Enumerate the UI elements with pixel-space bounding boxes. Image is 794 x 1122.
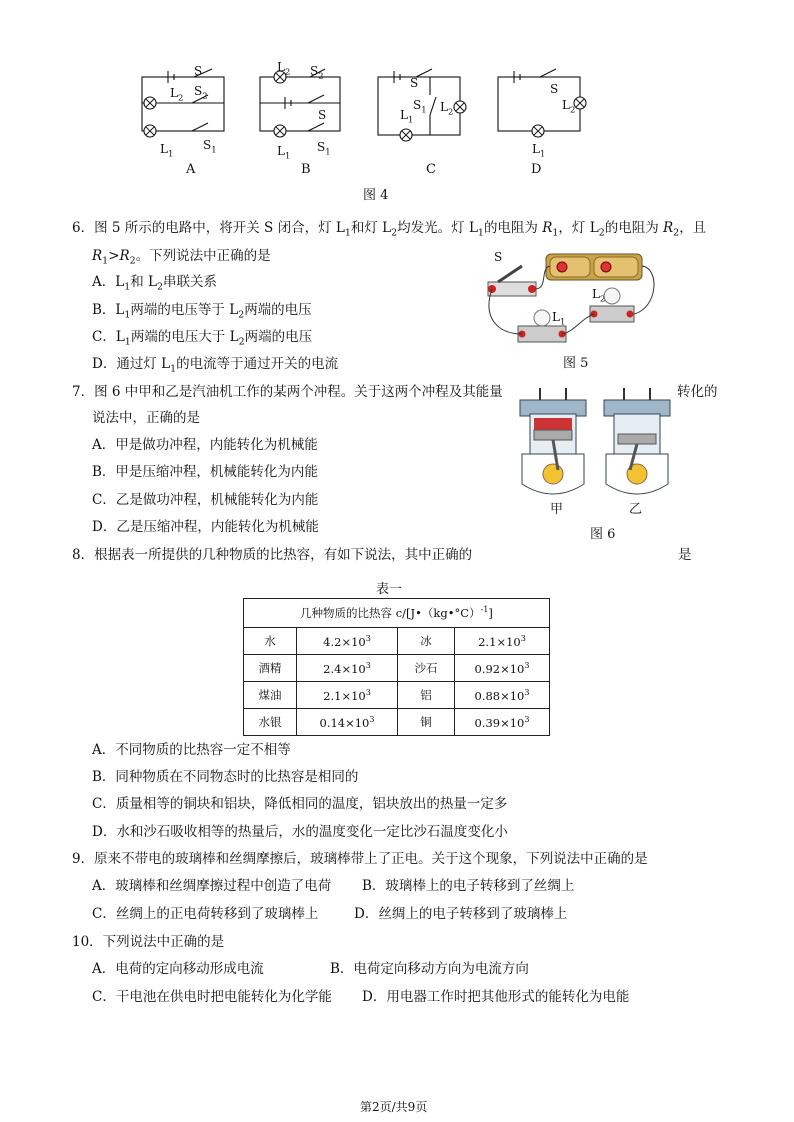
fig5-l1-label: $L_1$: [552, 310, 566, 327]
fig4-b-s1: $S_1$: [317, 140, 331, 157]
specific-heat-value: $2.1\times 10^3$: [297, 682, 398, 709]
fig6-caption: 图 6: [590, 527, 616, 542]
battery-pack: [546, 254, 642, 280]
fig4-b-l1: $L_1$: [277, 144, 291, 161]
q8-option-b[interactable]: B．同种物质在不同物态时的比热容是相同的: [92, 769, 359, 785]
specific-heat-value: $2.4\times 10^3$: [297, 655, 398, 682]
engine-yi: [604, 388, 670, 494]
fig6-jia-label: 甲: [550, 502, 564, 517]
q7-stem-line1-end: 转化的: [677, 384, 718, 400]
q10-option-a[interactable]: A．电荷的定向移动形成电流: [92, 961, 264, 977]
knife-switch: [488, 266, 536, 296]
substance-name: 铝: [398, 682, 455, 709]
q8-stem-end: 是: [678, 547, 692, 563]
q6-option-d[interactable]: D．通过灯 $L_1$的电流等于通过开关的电流: [92, 356, 339, 375]
q6-option-b[interactable]: B．$L_1$两端的电压等于 $L_2$两端的电压: [92, 302, 312, 321]
fig5-caption: 图 5: [563, 356, 589, 371]
substance-name: 冰: [398, 628, 455, 655]
fig5-l2-label: $L_2$: [592, 287, 606, 304]
specific-heat-value: $2.1\times 10^3$: [455, 628, 550, 655]
table-row: [244, 709, 550, 736]
q7-option-b[interactable]: B．甲是压缩冲程，机械能转化为内能: [92, 464, 318, 480]
table-row: [244, 682, 550, 709]
fig4-b-s: S: [318, 108, 327, 122]
fig4-c-l1: $L_1$: [400, 108, 414, 125]
fig4-a-l2: $L_2$: [170, 86, 184, 103]
substance-name: 酒精: [244, 655, 297, 682]
substance-name: 铜: [398, 709, 455, 736]
page-number-footer: 第2页/共9页: [360, 1100, 428, 1114]
fig4-a-s: S: [194, 64, 203, 78]
q8-option-a[interactable]: A．不同物质的比热容一定不相等: [92, 742, 291, 758]
fig4-d-l2: $L_2$: [562, 98, 576, 115]
table-header: 几种物质的比热容 c/[J•（kg•°C）$^{-1}$]: [244, 599, 550, 628]
q7-option-a[interactable]: A．甲是做功冲程，内能转化为机械能: [92, 437, 318, 453]
fig4-label-b: B: [301, 162, 311, 177]
q7-stem-line1: 7．图 6 中甲和乙是汽油机工作的某两个冲程。关于这两个冲程及其能量: [72, 384, 503, 400]
specific-heat-table: [243, 598, 550, 736]
q10-option-d[interactable]: D．用电器工作时把其他形式的能转化为电能: [362, 989, 630, 1005]
fig4-a-l1: $L_1$: [160, 142, 174, 159]
q6-option-a[interactable]: A．$L_1$和 $L_2$串联关系: [92, 274, 218, 293]
table-row: [244, 655, 550, 682]
q7-stem-line2: 说法中，正确的是: [92, 410, 200, 426]
substance-name: 水银: [244, 709, 297, 736]
figure-6-engines: [516, 384, 676, 500]
engine-jia: [520, 388, 586, 494]
q10-stem: 10．下列说法中正确的是: [72, 934, 225, 950]
fig4-d-s: S: [550, 82, 559, 96]
specific-heat-value: $0.88\times 10^3$: [455, 682, 550, 709]
table-row: [244, 628, 550, 655]
fig4-label-d: D: [531, 162, 542, 177]
q6-stem-line2: $R_1>R_2$。下列说法中正确的是: [92, 248, 271, 267]
specific-heat-value: $0.39\times 10^3$: [455, 709, 550, 736]
q10-option-c[interactable]: C．干电池在供电时把电能转化为化学能: [92, 989, 332, 1005]
figure-5-circuit-photo: [478, 248, 668, 348]
circuit-b: [260, 69, 340, 137]
fig4-c-s1: $S_1$: [413, 98, 427, 115]
substance-name: 水: [244, 628, 297, 655]
fig4-a-s1: $S_1$: [203, 138, 217, 155]
specific-heat-value: $0.92\times 10^3$: [455, 655, 550, 682]
q8-stem: 8．根据表一所提供的几种物质的比热容，有如下说法，其中正确的: [72, 547, 473, 563]
specific-heat-value: $4.2\times 10^3$: [297, 628, 398, 655]
q7-option-d[interactable]: D．乙是压缩冲程，内能转化为机械能: [92, 519, 319, 535]
circuit-a: [142, 69, 224, 137]
fig4-d-l1: $L_1$: [532, 142, 546, 159]
q7-option-c[interactable]: C．乙是做功冲程，机械能转化为内能: [92, 492, 319, 508]
substance-name: 煤油: [244, 682, 297, 709]
fig6-yi-label: 乙: [629, 502, 643, 517]
fig4-caption: 图 4: [363, 188, 389, 203]
q9-option-b[interactable]: B．玻璃棒上的电子转移到了丝绸上: [362, 878, 575, 894]
fig4-a-s2: $S_2$: [194, 84, 208, 101]
fig4-b-s2: $S_2$: [310, 64, 324, 81]
q10-option-b[interactable]: B．电荷定向移动方向为电流方向: [330, 961, 529, 977]
table-1-title: 表一: [376, 582, 403, 597]
fig4-c-s: S: [410, 76, 419, 90]
q6-option-c[interactable]: C．$L_1$两端的电压大于 $L_2$两端的电压: [92, 329, 313, 348]
fig5-s-label: S: [494, 250, 503, 264]
fig4-label-c: C: [426, 162, 436, 177]
q9-option-a[interactable]: A．玻璃棒和丝绸摩擦过程中创造了电荷: [92, 878, 332, 894]
specific-heat-value: $0.14\times 10^3$: [297, 709, 398, 736]
q8-option-c[interactable]: C．质量相等的铜块和铝块，降低相同的温度，铝块放出的热量一定多: [92, 796, 508, 812]
substance-name: 沙石: [398, 655, 455, 682]
q9-option-c[interactable]: C．丝绸上的正电荷转移到了玻璃棒上: [92, 906, 319, 922]
fig4-label-a: A: [186, 162, 196, 177]
fig4-b-l2: $L_2$: [277, 60, 291, 77]
table-header-row: [244, 599, 550, 628]
q6-stem-line1: 6．图 5 所示的电路中，将开关 S 闭合，灯 $L_1$和灯 $L_2$均发光。灯 $L_1$的电阻为 $R_1$，灯 $L_2$的电阻为 $R_2$，且: [72, 220, 707, 239]
q8-option-d[interactable]: D．水和沙石吸收相等的热量后，水的温度变化一定比沙石温度变化小: [92, 824, 508, 840]
q9-stem: 9．原来不带电的玻璃棒和丝绸摩擦后，玻璃棒带上了正电。关于这个现象，下列说法中正确的是: [72, 851, 648, 867]
fig4-c-l2: $L_2$: [440, 100, 454, 117]
q9-option-d[interactable]: D．丝绸上的电子转移到了玻璃棒上: [354, 906, 568, 922]
